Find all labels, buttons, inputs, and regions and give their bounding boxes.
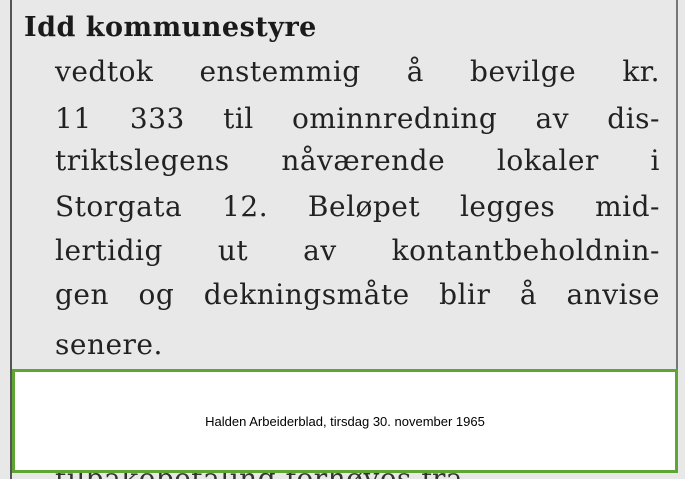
article-line: 11 333 til ominnredning av dis-: [55, 102, 660, 135]
column-rule-right: [676, 0, 678, 370]
article-line: vedtok enstemmig å bevilge kr.: [55, 55, 660, 88]
source-caption: Halden Arbeiderblad, tirsdag 30. november 1965: [205, 413, 485, 429]
article-headline: Idd kommunestyre: [24, 12, 317, 43]
article-line: gen og dekningsmåte blir å anvise: [55, 278, 660, 311]
article-line: lertidig ut av kontantbeholdnin-: [55, 234, 660, 267]
article-line: senere.: [55, 328, 163, 361]
article-line: Storgata 12. Beløpet legges mid-: [55, 190, 660, 223]
article-line: triktslegens nåværende lokaler i: [55, 144, 660, 177]
source-caption-box: [12, 369, 678, 473]
